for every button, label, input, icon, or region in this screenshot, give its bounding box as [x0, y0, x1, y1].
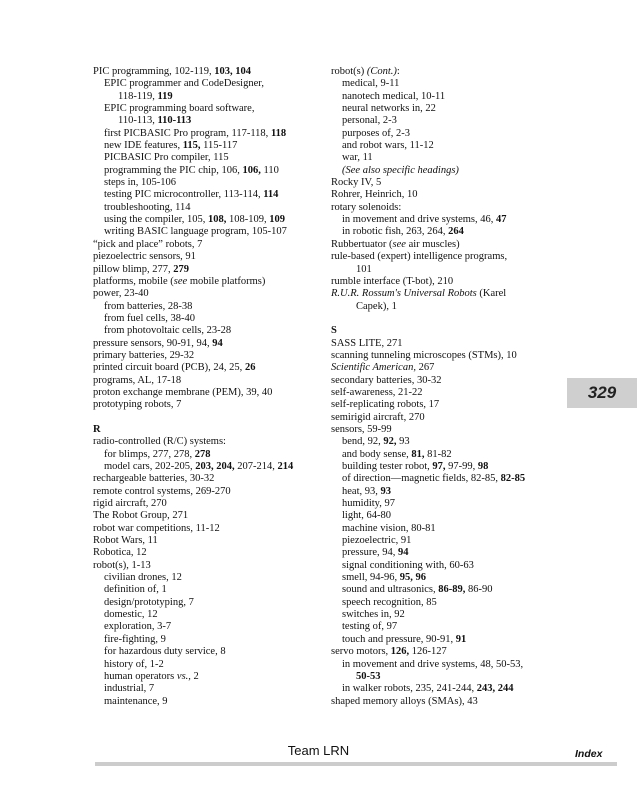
entry-text: 86-89, — [438, 584, 466, 596]
index-subentry — [93, 597, 318, 609]
entry-text: 98 — [477, 461, 489, 472]
index-subentry — [331, 634, 561, 646]
index-subentry — [331, 449, 561, 461]
index-subentry — [331, 264, 561, 276]
entry-text: civilian drones, 12 — [104, 572, 182, 584]
index-entry — [93, 560, 318, 572]
entry-text: 203, 204, — [195, 461, 235, 472]
entry-text: testing of, 97 — [342, 621, 398, 633]
index-subentry — [93, 659, 318, 671]
index-subentry — [331, 91, 561, 103]
entry-text: domestic, 12 — [104, 609, 158, 621]
entry-text: piezoelectric, 91 — [342, 535, 412, 547]
index-subentry — [93, 313, 318, 325]
entry-text: purposes of, 2-3 — [342, 127, 410, 139]
index-entry — [331, 696, 561, 708]
index-entry — [93, 288, 318, 300]
entry-text: 108-109, — [226, 214, 270, 226]
index-subentry — [331, 535, 561, 547]
entry-text: steps in, 105-106 — [104, 177, 177, 189]
index-entry — [93, 523, 318, 535]
entry-text: smell, 94-96, — [342, 572, 400, 584]
entry-text: 50-53 — [356, 670, 381, 682]
entry-text: for blimps, 277, 278, — [104, 448, 195, 460]
entry-text: : — [396, 66, 400, 77]
entry-text: signal conditioning with, 60-63 — [342, 559, 474, 571]
index-subentry — [93, 103, 318, 115]
index-subentry — [93, 449, 318, 461]
entry-text: heat, 93, — [342, 485, 381, 497]
index-entry — [93, 66, 318, 78]
entry-text: and body sense, — [342, 448, 412, 460]
index-subentry — [93, 91, 318, 103]
entry-text: 243, 244 — [476, 683, 514, 695]
entry-text: machine vision, 80-81 — [342, 522, 436, 534]
index-subentry — [331, 560, 561, 572]
entry-text: 110-113, — [118, 115, 158, 127]
index-entry — [93, 362, 318, 374]
entry-text: 47 — [495, 214, 507, 226]
index-entry — [93, 264, 318, 276]
entry-text: model cars, 202-205, — [104, 461, 196, 472]
index-subentry — [93, 461, 318, 473]
entry-text: first PICBASIC Pro program, 117-118, — [104, 127, 271, 139]
entry-text: PIC programming, 102-119, — [93, 66, 215, 77]
index-subentry — [331, 115, 561, 127]
index-subentry — [331, 572, 561, 584]
index-subentry — [331, 78, 561, 90]
index-subentry — [331, 621, 561, 633]
index-entry — [93, 375, 318, 387]
entry-text: Rocky IV, 5 — [331, 177, 382, 189]
entry-text: writing BASIC language program, 105-107 — [104, 226, 287, 238]
index-subentry — [93, 189, 318, 201]
entry-text: proton exchange membrane (PEM), 39, 40 — [93, 386, 273, 398]
entry-text: see — [173, 275, 188, 287]
index-subentry — [331, 609, 561, 621]
entry-text: 207-214, — [234, 461, 278, 472]
index-entry — [331, 412, 561, 424]
index-entry — [93, 510, 318, 522]
entry-text: radio-controlled (R/C) systems: — [93, 436, 226, 448]
index-entry — [93, 547, 318, 559]
entry-text: pillow blimp, 277, — [93, 263, 174, 275]
entry-text: power, 23-40 — [93, 288, 149, 300]
index-subentry — [331, 597, 561, 609]
entry-text: speech recognition, 85 — [342, 596, 437, 608]
index-entry — [331, 189, 561, 201]
entry-text: 103, 104 — [214, 66, 251, 77]
entry-text: (See also specific headings) — [342, 164, 459, 176]
index-subentry — [93, 165, 318, 177]
index-subentry — [331, 152, 561, 164]
entry-text: 118 — [270, 127, 287, 139]
entry-text: semirigid aircraft, 270 — [331, 411, 425, 423]
index-subentry — [331, 301, 561, 313]
index-entry — [331, 424, 561, 436]
entry-text: S — [331, 325, 337, 337]
entry-text: 279 — [173, 263, 189, 275]
entry-text: vs., — [176, 670, 191, 682]
index-entry — [331, 362, 561, 374]
entry-text: industrial, 7 — [104, 683, 155, 695]
index-subentry — [93, 696, 318, 708]
entry-text: using the compiler, 105, — [104, 214, 208, 226]
entry-text: R — [93, 423, 101, 435]
index-subentry — [331, 523, 561, 535]
entry-text: 92, — [383, 436, 397, 448]
entry-text: 94 — [212, 337, 223, 349]
index-subentry — [331, 461, 561, 473]
entry-text: 82-85 — [500, 473, 526, 485]
index-subentry — [93, 152, 318, 164]
section-letter — [93, 424, 318, 436]
entry-text: (Karel — [476, 288, 507, 300]
index-entry — [331, 387, 561, 399]
entry-text: see — [392, 238, 406, 250]
entry-text: switches in, 92 — [342, 609, 405, 621]
index-column-left — [93, 66, 318, 708]
entry-text: Capek), 1 — [356, 300, 397, 312]
entry-text: 110-113 — [157, 115, 192, 127]
index-subentry — [93, 214, 318, 226]
entry-text: 115-117 — [200, 140, 238, 152]
entry-text: 81-82 — [424, 448, 452, 460]
entry-text: R.U.R. Rossum's Universal Robots — [331, 288, 477, 300]
entry-text: 94 — [398, 547, 409, 559]
entry-text: 86-90 — [465, 584, 493, 596]
entry-text: personal, 2-3 — [342, 115, 397, 127]
entry-text: light, 64-80 — [342, 510, 391, 522]
index-entry — [93, 399, 318, 411]
entry-text: 267 — [415, 362, 435, 374]
index-entry — [93, 498, 318, 510]
index-subentry — [331, 214, 561, 226]
entry-text: and robot wars, 11-12 — [342, 140, 434, 152]
entry-text: 214 — [277, 461, 294, 472]
index-subentry — [93, 115, 318, 127]
entry-text: Robot Wars, 11 — [93, 535, 158, 547]
index-subentry — [93, 671, 318, 683]
index-subentry — [331, 436, 561, 448]
section-gap — [331, 313, 561, 325]
entry-text: self-awareness, 21-22 — [331, 386, 423, 398]
entry-text: “pick and place” robots, 7 — [93, 238, 203, 250]
entry-text: rigid aircraft, 270 — [93, 498, 167, 510]
entry-text: 278 — [194, 448, 211, 460]
entry-text: rumble interface (T-bot), 210 — [331, 275, 454, 287]
entry-text: exploration, 3-7 — [104, 621, 172, 633]
entry-text: mobile platforms) — [187, 275, 266, 287]
entry-text: 26 — [244, 362, 256, 374]
entry-text: Robotica, 12 — [93, 547, 147, 559]
entry-text: maintenance, 9 — [104, 695, 168, 707]
page-number: 329 — [587, 383, 617, 402]
entry-text: shaped memory alloys (SMAs), 43 — [331, 695, 478, 707]
entry-text: (Cont.) — [366, 66, 397, 77]
entry-text: rule-based (expert) intelligence programs, — [331, 251, 508, 263]
index-entry — [93, 239, 318, 251]
index-subentry — [331, 128, 561, 140]
entry-text: 119 — [157, 90, 173, 102]
entry-text: SASS LITE, 271 — [331, 337, 403, 349]
index-entry — [93, 486, 318, 498]
entry-text: in robotic fish, 263, 264, — [342, 226, 449, 238]
entry-text: nanotech medical, 10-11 — [342, 90, 446, 102]
entry-text: testing PIC microcontroller, 113-114, — [104, 189, 264, 201]
entry-text: 91 — [455, 633, 467, 645]
index-subentry — [331, 659, 561, 671]
entry-text: in movement and drive systems, 46, — [342, 214, 496, 226]
entry-text: robot(s), 1-13 — [93, 559, 151, 571]
entry-text: medical, 9-11 — [342, 78, 400, 90]
entry-text: new IDE features, — [104, 140, 183, 152]
entry-text: printed circuit board (PCB), 24, 25, — [93, 362, 245, 374]
entry-text: EPIC programmer and CodeDesigner, — [104, 78, 264, 90]
index-entry — [331, 177, 561, 189]
footer-rule — [95, 762, 617, 766]
index-subentry — [331, 547, 561, 559]
entry-text: Rohrer, Heinrich, 10 — [331, 189, 418, 201]
entry-text: of direction—magnetic fields, 82-85, — [342, 473, 501, 485]
index-entry — [331, 646, 561, 658]
index-entry — [331, 350, 561, 362]
entry-text: definition of, 1 — [104, 584, 167, 596]
entry-text: 115, — [182, 140, 201, 152]
entry-text: PICBASIC Pro compiler, 115 — [104, 152, 229, 164]
entry-text: air muscles) — [405, 238, 460, 250]
index-subentry — [93, 683, 318, 695]
index-entry — [93, 436, 318, 448]
index-subentry — [93, 634, 318, 646]
index-subentry — [331, 510, 561, 522]
index-subentry — [331, 103, 561, 115]
entry-text: 108, — [207, 214, 227, 226]
index-subentry — [331, 683, 561, 695]
entry-text: scanning tunneling microscopes (STMs), 10 — [331, 349, 517, 361]
entry-text: war, 11 — [342, 152, 373, 164]
index-entry — [331, 338, 561, 350]
index-subentry — [93, 177, 318, 189]
index-subentry — [93, 301, 318, 313]
index-entry — [331, 276, 561, 288]
index-subentry — [93, 572, 318, 584]
index-subentry — [93, 609, 318, 621]
index-subentry — [331, 226, 561, 238]
entry-text: 109 — [269, 214, 285, 226]
index-subentry — [331, 165, 561, 177]
index-entry — [331, 202, 561, 214]
index-subentry — [331, 584, 561, 596]
entry-text: 2 — [190, 670, 199, 682]
index-entry — [93, 338, 318, 350]
entry-text: 101 — [356, 263, 372, 275]
entry-text: from fuel cells, 38-40 — [104, 312, 195, 324]
index-entry — [331, 239, 561, 251]
entry-text: humidity, 97 — [342, 498, 395, 510]
entry-text: Scientific American, — [331, 362, 416, 374]
index-column-right — [331, 66, 561, 708]
entry-text: EPIC programming board software, — [104, 103, 255, 115]
entry-text: The Robot Group, 271 — [93, 510, 189, 522]
entry-text: building tester robot, — [342, 461, 433, 472]
entry-text: robot(s) — [331, 66, 367, 77]
index-entry — [331, 399, 561, 411]
entry-text: programs, AL, 17-18 — [93, 374, 182, 386]
entry-text: pressure sensors, 90-91, 94, — [93, 337, 213, 349]
entry-text: servo motors, — [331, 646, 391, 658]
entry-text: rechargeable batteries, 30-32 — [93, 473, 215, 485]
index-entry — [93, 387, 318, 399]
entry-text: bend, 92, — [342, 436, 384, 448]
entry-text: platforms, mobile ( — [93, 275, 174, 287]
entry-text: 114 — [263, 189, 279, 201]
index-subentry — [93, 325, 318, 337]
entry-text: 93 — [380, 485, 391, 497]
entry-text: secondary batteries, 30-32 — [331, 374, 442, 386]
index-entry — [93, 276, 318, 288]
entry-text: self-replicating robots, 17 — [331, 399, 440, 411]
entry-text: primary batteries, 29-32 — [93, 349, 195, 361]
index-subentry — [93, 226, 318, 238]
index-subentry — [331, 486, 561, 498]
entry-text: 110 — [260, 164, 279, 176]
index-entry — [331, 375, 561, 387]
entry-text: human operators — [104, 670, 177, 682]
entry-text: from photovoltaic cells, 23-28 — [104, 325, 232, 337]
entry-text: 118-119, — [118, 90, 158, 102]
index-entry — [93, 473, 318, 485]
entry-text: neural networks in, 22 — [342, 103, 436, 115]
entry-text: rotary solenoids: — [331, 201, 402, 213]
index-subentry — [331, 498, 561, 510]
index-entry — [93, 535, 318, 547]
index-subentry — [93, 584, 318, 596]
entry-text: prototyping robots, 7 — [93, 399, 182, 411]
index-entry — [93, 350, 318, 362]
entry-text: 126-127 — [409, 646, 447, 658]
section-letter — [331, 325, 561, 337]
entry-text: remote control systems, 269-270 — [93, 485, 231, 497]
entry-text: Rubbertuator ( — [331, 238, 393, 250]
entry-text: robot war competitions, 11-12 — [93, 522, 220, 534]
index-subentry — [93, 78, 318, 90]
entry-text: sensors, 59-99 — [331, 423, 392, 435]
entry-text: design/prototyping, 7 — [104, 596, 194, 608]
entry-text: in walker robots, 235, 241-244, — [342, 683, 477, 695]
entry-text: for hazardous duty service, 8 — [104, 646, 226, 658]
entry-text: sound and ultrasonics, — [342, 584, 439, 596]
entry-text: in movement and drive systems, 48, 50-53, — [342, 658, 524, 670]
entry-text: 126, — [390, 646, 410, 658]
entry-text: 97-99, — [445, 461, 478, 472]
entry-text: 95, 96 — [399, 572, 426, 584]
index-entry — [331, 251, 561, 263]
index-subentry — [331, 671, 561, 683]
entry-text: 93 — [396, 436, 410, 448]
entry-text: programming the PIC chip, 106, — [104, 164, 243, 176]
index-subentry — [93, 202, 318, 214]
index-entry — [331, 288, 561, 300]
index-subentry — [331, 473, 561, 485]
entry-text: troubleshooting, 114 — [104, 201, 191, 213]
index-subentry — [93, 128, 318, 140]
entry-text: 106, — [242, 164, 261, 176]
section-gap — [93, 412, 318, 424]
footer-section-label: Index — [575, 748, 603, 760]
index-subentry — [331, 140, 561, 152]
entry-text: from batteries, 28-38 — [104, 300, 193, 312]
entry-text: piezoelectric sensors, 91 — [93, 251, 196, 263]
index-subentry — [93, 140, 318, 152]
entry-text: history of, 1-2 — [104, 658, 164, 670]
entry-text: 264 — [448, 226, 464, 238]
entry-text: 97, — [432, 461, 446, 472]
index-entry — [93, 251, 318, 263]
index-entry — [331, 66, 561, 78]
entry-text: touch and pressure, 90-91, — [342, 633, 456, 645]
entry-text: pressure, 94, — [342, 547, 398, 559]
index-subentry — [93, 646, 318, 658]
entry-text: fire-fighting, 9 — [104, 633, 166, 645]
footer-team-label: Team LRN — [287, 743, 350, 758]
entry-text: 81, — [411, 448, 425, 460]
index-subentry — [93, 621, 318, 633]
